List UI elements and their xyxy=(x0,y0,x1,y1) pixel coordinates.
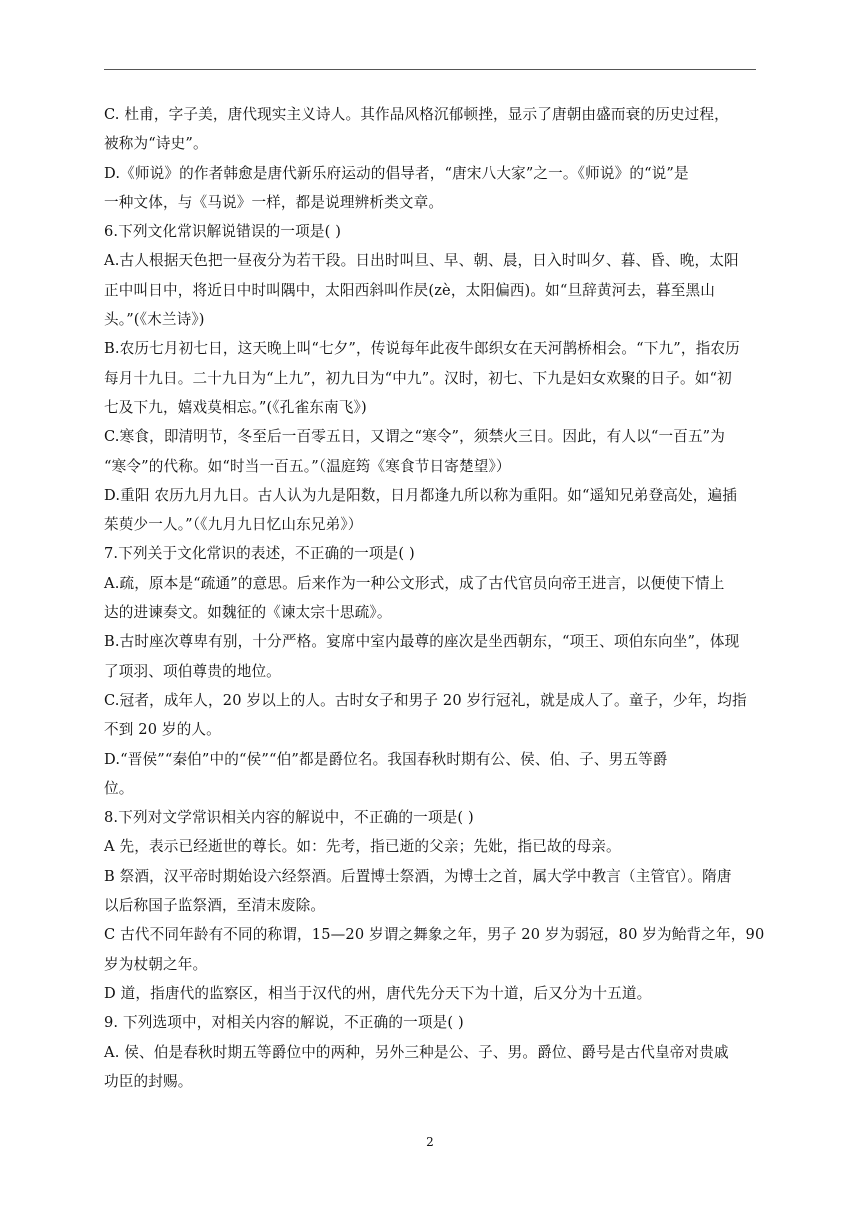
text-line: D 道，指唐代的监察区，相当于汉代的州，唐代先分天下为十道，后又分为十五道。 xyxy=(104,984,652,1002)
question-7-stem: 7.下列关于文化常识的表述，不正确的一项是( ) xyxy=(104,545,415,563)
question-9-stem: 9. 下列选项中，对相关内容的解说，不正确的一项是( ) xyxy=(104,1014,464,1032)
page-number: 2 xyxy=(426,1135,434,1149)
text-line: 被称为“诗史”。 xyxy=(104,135,208,153)
text-line: 每月十九日。二十九日为“上九”，初九日为“中九”。汉时，初七、下九是妇女欢聚的日子。如“初 xyxy=(104,369,732,387)
text-line: C.寒食，即清明节，冬至后一百零五日，又谓之“寒令”，须禁火三日。因此，有人以“一百五”为 xyxy=(104,428,726,446)
text-line: C.冠者，成年人，20 岁以上的人。古时女子和男子 20 岁行冠礼，就是成人了。童子，少年，均指 xyxy=(104,691,747,709)
text-line: A. 侯、伯是春秋时期五等爵位中的两种，另外三种是公、子、男。爵位、爵号是古代皇帝对贵戚 xyxy=(104,1043,729,1061)
question-6-stem: 6.下列文化常识解说错误的一项是( ) xyxy=(104,223,342,241)
text-line: C 古代不同年龄有不同的称谓，15—20 岁谓之舞象之年，男子 20 岁为弱冠，80 岁为鲐背之年，90 xyxy=(104,926,765,944)
text-line: A 先，表示已经逝世的尊长。如：先考，指已逝的父亲；先妣，指已故的母亲。 xyxy=(104,838,621,856)
text-line: A.疏，原本是“疏通”的意思。后来作为一种公文形式，成了古代官员向帝王进言，以便使下情上 xyxy=(104,574,725,592)
text-line: 位。 xyxy=(104,779,134,797)
text-line: 达的进谏奏文。如魏征的《谏太宗十思疏》。 xyxy=(104,604,392,622)
document-body xyxy=(104,100,765,1096)
text-line: 了项羽、项伯尊贵的地位。 xyxy=(104,662,281,680)
text-line: D.重阳 农历九月九日。古人认为九是阳数，日月都逢九所以称为重阳。如“遥知兄弟登高处，遍插 xyxy=(104,486,738,504)
text-line: “寒令”的代称。如“时当一百五。”（温庭筠《寒食节日寄楚望》） xyxy=(104,457,511,475)
text-line: 以后称国子监祭酒，至清末废除。 xyxy=(104,897,326,915)
text-line: B.古时座次尊卑有别，十分严格。宴席中室内最尊的座次是坐西朝东，“项王、项伯东向坐”，体现 xyxy=(104,633,740,651)
question-8-stem: 8.下列对文学常识相关内容的解说中，不正确的一项是( ) xyxy=(104,809,474,827)
text-line: 岁为杖朝之年。 xyxy=(104,955,208,973)
text-line: B 祭酒，汉平帝时期始设六经祭酒。后置博士祭酒，为博士之首，属大学中教言（主管官）。隋唐 xyxy=(104,867,732,885)
text-line: C. 杜甫，字子美，唐代现实主义诗人。其作品风格沉郁顿挫，显示了唐朝由盛而衰的历史过程， xyxy=(104,106,729,123)
text-line: B.农历七月初七日，这天晚上叫“七夕”，传说每年此夜牛郎织女在天河鹊桥相会。“下九”，指农历 xyxy=(104,340,740,358)
text-line: 一种文体，与《马说》一样，都是说理辨析类文章。 xyxy=(104,193,444,211)
text-line: A.古人根据天色把一昼夜分为若干段。日出时叫旦、早、朝、晨，日入时叫夕、暮、昏、晚，太阳 xyxy=(104,252,739,270)
text-line: D.“晋侯”“秦伯”中的“侯”“伯”都是爵位名。我国春秋时期有公、侯、伯、子、男五等爵 xyxy=(104,750,668,768)
text-line: D.《师说》的作者韩愈是唐代新乐府运动的倡导者，“唐宋八大家”之一。《师说》的“说”是 xyxy=(104,164,689,182)
text-line: 茱萸少一人。”（《九月九日忆山东兄弟》） xyxy=(104,516,363,534)
text-line: 不到 20 岁的人。 xyxy=(104,721,221,739)
text-line: 正中叫日中，将近日中时叫隅中，太阳西斜叫作昃(zè，太阳偏西)。如“旦辞黄河去，暮至黑山 xyxy=(104,281,715,299)
text-line: 头。”(《木兰诗》) xyxy=(104,311,205,329)
header-rule xyxy=(104,69,756,70)
text-line: 七及下九，嬉戏莫相忘。”(《孔雀东南飞》) xyxy=(104,398,367,416)
text-line: 功臣的封赐。 xyxy=(104,1072,193,1090)
